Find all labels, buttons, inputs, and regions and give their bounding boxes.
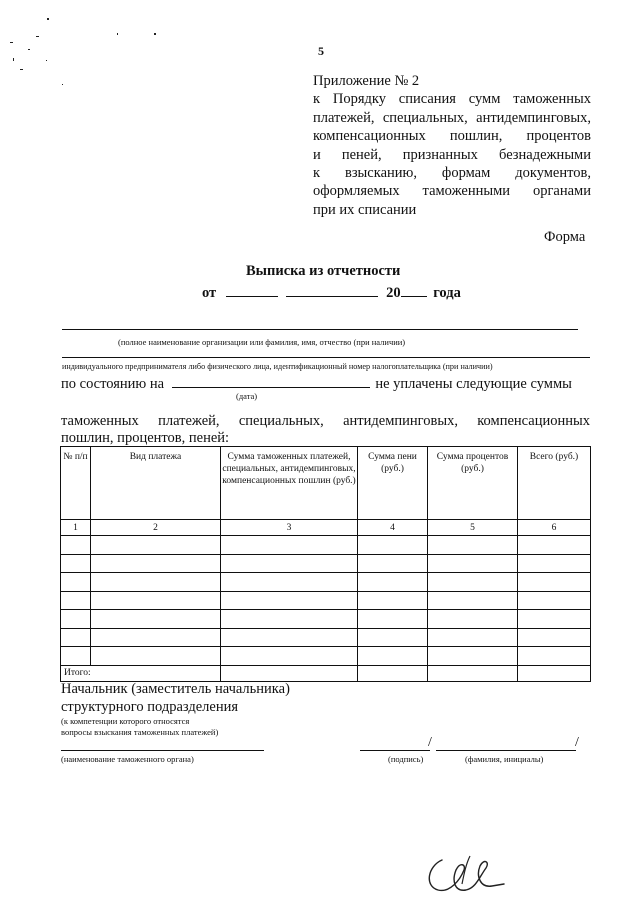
name-slash: / (575, 735, 579, 750)
table-cell[interactable] (221, 647, 358, 666)
table-cell[interactable] (61, 647, 91, 666)
column-header-number: № п/п (61, 447, 91, 520)
column-number: 5 (428, 520, 518, 536)
column-number: 3 (221, 520, 358, 536)
as-of-date-blank[interactable] (172, 374, 370, 388)
handwritten-signature (420, 850, 510, 900)
document-title: Выписка из отчетности (246, 263, 401, 279)
table-cell[interactable] (428, 554, 518, 573)
table-cell[interactable] (61, 573, 91, 592)
total-cell[interactable] (428, 665, 518, 681)
table-cell[interactable] (358, 554, 428, 573)
name-caption: (фамилия, инициалы) (465, 754, 544, 764)
table-cell[interactable] (221, 536, 358, 555)
table-cell[interactable] (518, 647, 591, 666)
date-year-blank[interactable] (401, 283, 427, 297)
customs-authority-caption: (наименование таможенного органа) (61, 754, 194, 764)
statement-line-1 (61, 374, 572, 393)
appendix-line: при их списании (313, 201, 417, 218)
table-cell[interactable] (221, 554, 358, 573)
signatory-title (61, 680, 290, 716)
table-row[interactable] (61, 554, 591, 573)
table-cell[interactable] (61, 554, 91, 573)
appendix-line: и пеней, признанных безнадежными (313, 146, 591, 163)
table-row[interactable] (61, 647, 591, 666)
date-from-label: от (202, 285, 217, 301)
total-row (61, 665, 591, 681)
page-number: 5 (318, 44, 324, 58)
table-header-row (61, 447, 591, 520)
appendix-line: Приложение № 2 (313, 73, 420, 89)
appendix-line: к взысканию, формам документов, (313, 165, 591, 182)
table-cell[interactable] (358, 647, 428, 666)
table-row[interactable] (61, 573, 591, 592)
statement-line-2: таможенных платежей, специальных, антидемпинговых, компенсационных (61, 413, 590, 429)
table-cell[interactable] (358, 610, 428, 629)
table-cell[interactable] (428, 573, 518, 592)
unpaid-label: не уплачены следующие суммы (375, 376, 572, 392)
name-line[interactable] (436, 750, 576, 751)
payments-table (60, 446, 591, 682)
column-number: 2 (91, 520, 221, 536)
entrepreneur-line[interactable] (62, 357, 590, 358)
table-cell[interactable] (221, 591, 358, 610)
date-month-blank[interactable] (286, 283, 378, 297)
date-caption: (дата) (236, 391, 258, 401)
signature-line[interactable] (360, 750, 430, 751)
table-cell[interactable] (221, 573, 358, 592)
table-cell[interactable] (91, 628, 221, 647)
column-header-interest-sum: Сумма процентов (руб.) (428, 447, 518, 520)
table-cell[interactable] (358, 536, 428, 555)
table-row[interactable] (61, 591, 591, 610)
column-header-total: Всего (руб.) (518, 447, 591, 520)
date-year-suffix: года (433, 285, 461, 301)
organization-name-line[interactable] (62, 329, 578, 330)
customs-authority-line[interactable] (61, 750, 264, 751)
table-row[interactable] (61, 536, 591, 555)
date-year-prefix: 20 (386, 285, 401, 301)
table-cell[interactable] (221, 628, 358, 647)
table-cell[interactable] (61, 628, 91, 647)
column-header-customs-sum: Сумма таможенных платежей, специальных, антидемпинговых, компенсационных пошлин (руб.) (221, 447, 358, 520)
total-cell[interactable] (518, 665, 591, 681)
table-cell[interactable] (518, 554, 591, 573)
as-of-label: по состоянию на (61, 376, 165, 392)
table-cell[interactable] (518, 573, 591, 592)
appendix-line: платежей, специальных, антидемпинговых, (313, 109, 591, 126)
table-cell[interactable] (91, 536, 221, 555)
column-header-penalty-sum: Сумма пени (руб.) (358, 447, 428, 520)
column-number: 6 (518, 520, 591, 536)
entrepreneur-caption: индивидуального предпринимателя либо физического лица, идентификационный номер налогоплательщика (при наличии) (62, 362, 493, 371)
table-cell[interactable] (428, 610, 518, 629)
table-row[interactable] (61, 610, 591, 629)
column-number: 1 (61, 520, 91, 536)
table-cell[interactable] (358, 628, 428, 647)
signatory-note-2: вопросы взыскания таможенных платежей) (61, 727, 219, 737)
column-number-row (61, 520, 591, 536)
table-row[interactable] (61, 628, 591, 647)
signatory-note-1: (к компетенции которого относятся (61, 716, 190, 726)
appendix-line: к Порядку списания сумм таможенных (313, 91, 591, 108)
total-cell[interactable] (221, 665, 358, 681)
signature-caption: (подпись) (388, 754, 424, 764)
appendix-line: компенсационных пошлин, процентов (313, 128, 591, 145)
table-cell[interactable] (428, 536, 518, 555)
signature-slash: / (428, 735, 432, 750)
table-cell[interactable] (428, 647, 518, 666)
table-cell[interactable] (358, 591, 428, 610)
table-cell[interactable] (518, 628, 591, 647)
table-cell[interactable] (91, 591, 221, 610)
signatory-line-2: структурного подразделения (61, 699, 239, 715)
form-label: Форма (544, 229, 586, 245)
table-cell[interactable] (91, 647, 221, 666)
table-cell[interactable] (61, 536, 91, 555)
table-cell[interactable] (358, 573, 428, 592)
table-cell[interactable] (61, 591, 91, 610)
document-date-line (202, 283, 461, 302)
table-cell[interactable] (518, 610, 591, 629)
appendix-reference (313, 72, 591, 219)
organization-caption: (полное наименование организации или фамилия, имя, отчество (при наличии) (118, 337, 406, 347)
appendix-line: оформляемых таможенными органами (313, 183, 591, 200)
signatory-note (61, 716, 218, 738)
table-cell[interactable] (91, 573, 221, 592)
scan-artifacts (0, 0, 180, 90)
total-label: Итого: (61, 665, 221, 681)
column-header-payment-type: Вид платежа (91, 447, 221, 520)
table-cell[interactable] (91, 610, 221, 629)
table-cell[interactable] (221, 610, 358, 629)
table-cell[interactable] (518, 536, 591, 555)
statement-line-3: пошлин, процентов, пеней: (61, 430, 230, 446)
total-cell[interactable] (358, 665, 428, 681)
table-cell[interactable] (61, 610, 91, 629)
table-cell[interactable] (428, 591, 518, 610)
table-cell[interactable] (91, 554, 221, 573)
signatory-line-1: Начальник (заместитель начальника) (61, 681, 290, 697)
date-day-blank[interactable] (226, 283, 278, 297)
table-cell[interactable] (428, 628, 518, 647)
column-number: 4 (358, 520, 428, 536)
table-cell[interactable] (518, 591, 591, 610)
